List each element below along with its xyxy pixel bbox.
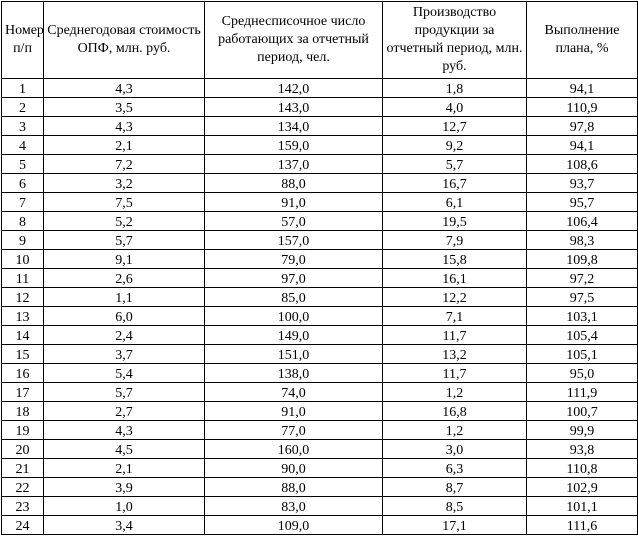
- cell-number: 21: [2, 459, 44, 478]
- header-number: Номер п/п: [2, 2, 44, 79]
- cell-plan-fulfillment: 111,9: [527, 383, 638, 402]
- table-row: [2, 155, 638, 174]
- cell-plan-fulfillment: 101,1: [527, 497, 638, 516]
- cell-production-output: 5,7: [383, 155, 527, 174]
- cell-production-output: 8,7: [383, 478, 527, 497]
- cell-employee-count: 79,0: [205, 250, 383, 269]
- cell-employee-count: 157,0: [205, 231, 383, 250]
- cell-number: 4: [2, 136, 44, 155]
- table-row: [2, 307, 638, 326]
- cell-fixed-assets-cost: 3,4: [44, 516, 205, 535]
- cell-employee-count: 151,0: [205, 345, 383, 364]
- cell-production-output: 1,8: [383, 79, 527, 98]
- cell-employee-count: 90,0: [205, 459, 383, 478]
- cell-number: 16: [2, 364, 44, 383]
- cell-fixed-assets-cost: 2,4: [44, 326, 205, 345]
- cell-production-output: 13,2: [383, 345, 527, 364]
- cell-plan-fulfillment: 95,0: [527, 364, 638, 383]
- cell-number: 1: [2, 79, 44, 98]
- cell-production-output: 1,2: [383, 421, 527, 440]
- cell-production-output: 6,1: [383, 193, 527, 212]
- cell-production-output: 8,5: [383, 497, 527, 516]
- cell-number: 2: [2, 98, 44, 117]
- cell-plan-fulfillment: 110,9: [527, 98, 638, 117]
- cell-fixed-assets-cost: 5,2: [44, 212, 205, 231]
- cell-employee-count: 83,0: [205, 497, 383, 516]
- cell-production-output: 7,9: [383, 231, 527, 250]
- cell-number: 14: [2, 326, 44, 345]
- cell-fixed-assets-cost: 2,1: [44, 136, 205, 155]
- cell-plan-fulfillment: 106,4: [527, 212, 638, 231]
- cell-employee-count: 159,0: [205, 136, 383, 155]
- table-row: [2, 174, 638, 193]
- cell-production-output: 11,7: [383, 364, 527, 383]
- cell-production-output: 6,3: [383, 459, 527, 478]
- cell-employee-count: 138,0: [205, 364, 383, 383]
- cell-plan-fulfillment: 97,2: [527, 269, 638, 288]
- table-row: [2, 364, 638, 383]
- cell-production-output: 15,8: [383, 250, 527, 269]
- cell-number: 5: [2, 155, 44, 174]
- cell-plan-fulfillment: 93,7: [527, 174, 638, 193]
- table-row: [2, 383, 638, 402]
- cell-fixed-assets-cost: 1,1: [44, 288, 205, 307]
- table-row: [2, 421, 638, 440]
- cell-plan-fulfillment: 105,4: [527, 326, 638, 345]
- cell-employee-count: 149,0: [205, 326, 383, 345]
- cell-number: 12: [2, 288, 44, 307]
- cell-employee-count: 57,0: [205, 212, 383, 231]
- cell-plan-fulfillment: 94,1: [527, 79, 638, 98]
- cell-employee-count: 88,0: [205, 478, 383, 497]
- cell-employee-count: 142,0: [205, 79, 383, 98]
- cell-production-output: 19,5: [383, 212, 527, 231]
- cell-plan-fulfillment: 105,1: [527, 345, 638, 364]
- table-row: [2, 326, 638, 345]
- cell-production-output: 1,2: [383, 383, 527, 402]
- cell-employee-count: 74,0: [205, 383, 383, 402]
- cell-number: 10: [2, 250, 44, 269]
- cell-employee-count: 91,0: [205, 402, 383, 421]
- cell-production-output: 4,0: [383, 98, 527, 117]
- cell-fixed-assets-cost: 3,2: [44, 174, 205, 193]
- table-row: [2, 193, 638, 212]
- table-row: [2, 231, 638, 250]
- cell-number: 3: [2, 117, 44, 136]
- cell-production-output: 12,2: [383, 288, 527, 307]
- cell-plan-fulfillment: 109,8: [527, 250, 638, 269]
- header-production-output: Производство продукции за отчетный период, млн. руб.: [383, 2, 527, 79]
- data-table: [1, 1, 638, 535]
- table-row: [2, 459, 638, 478]
- cell-employee-count: 77,0: [205, 421, 383, 440]
- cell-plan-fulfillment: 103,1: [527, 307, 638, 326]
- table-row: [2, 98, 638, 117]
- cell-production-output: 3,0: [383, 440, 527, 459]
- cell-plan-fulfillment: 102,9: [527, 478, 638, 497]
- cell-number: 7: [2, 193, 44, 212]
- cell-number: 22: [2, 478, 44, 497]
- cell-number: 23: [2, 497, 44, 516]
- table-row: [2, 250, 638, 269]
- cell-plan-fulfillment: 97,5: [527, 288, 638, 307]
- cell-plan-fulfillment: 93,8: [527, 440, 638, 459]
- cell-fixed-assets-cost: 5,7: [44, 231, 205, 250]
- table-row: [2, 440, 638, 459]
- cell-plan-fulfillment: 108,6: [527, 155, 638, 174]
- cell-fixed-assets-cost: 5,7: [44, 383, 205, 402]
- cell-employee-count: 109,0: [205, 516, 383, 535]
- cell-fixed-assets-cost: 4,3: [44, 421, 205, 440]
- table-row: [2, 269, 638, 288]
- cell-employee-count: 134,0: [205, 117, 383, 136]
- cell-number: 15: [2, 345, 44, 364]
- cell-production-output: 7,1: [383, 307, 527, 326]
- cell-production-output: 16,8: [383, 402, 527, 421]
- cell-employee-count: 137,0: [205, 155, 383, 174]
- cell-production-output: 11,7: [383, 326, 527, 345]
- header-plan-fulfillment: Выполнение плана, %: [527, 2, 638, 79]
- cell-number: 13: [2, 307, 44, 326]
- cell-fixed-assets-cost: 7,2: [44, 155, 205, 174]
- cell-production-output: 16,7: [383, 174, 527, 193]
- cell-fixed-assets-cost: 7,5: [44, 193, 205, 212]
- cell-production-output: 16,1: [383, 269, 527, 288]
- cell-fixed-assets-cost: 2,7: [44, 402, 205, 421]
- table-row: [2, 345, 638, 364]
- cell-fixed-assets-cost: 4,5: [44, 440, 205, 459]
- cell-fixed-assets-cost: 2,6: [44, 269, 205, 288]
- cell-production-output: 12,7: [383, 117, 527, 136]
- cell-fixed-assets-cost: 9,1: [44, 250, 205, 269]
- cell-employee-count: 143,0: [205, 98, 383, 117]
- cell-number: 20: [2, 440, 44, 459]
- cell-plan-fulfillment: 98,3: [527, 231, 638, 250]
- table-row: [2, 212, 638, 231]
- cell-fixed-assets-cost: 3,9: [44, 478, 205, 497]
- cell-fixed-assets-cost: 3,7: [44, 345, 205, 364]
- cell-production-output: 9,2: [383, 136, 527, 155]
- cell-number: 19: [2, 421, 44, 440]
- table-row: [2, 402, 638, 421]
- cell-number: 18: [2, 402, 44, 421]
- cell-number: 11: [2, 269, 44, 288]
- cell-employee-count: 88,0: [205, 174, 383, 193]
- cell-fixed-assets-cost: 3,5: [44, 98, 205, 117]
- table-body: [2, 79, 638, 535]
- table-row: [2, 497, 638, 516]
- cell-plan-fulfillment: 110,8: [527, 459, 638, 478]
- cell-number: 24: [2, 516, 44, 535]
- cell-employee-count: 85,0: [205, 288, 383, 307]
- cell-production-output: 17,1: [383, 516, 527, 535]
- cell-plan-fulfillment: 99,9: [527, 421, 638, 440]
- table-row: [2, 516, 638, 535]
- cell-fixed-assets-cost: 1,0: [44, 497, 205, 516]
- cell-number: 9: [2, 231, 44, 250]
- table-row: [2, 79, 638, 98]
- cell-employee-count: 91,0: [205, 193, 383, 212]
- cell-employee-count: 100,0: [205, 307, 383, 326]
- cell-fixed-assets-cost: 2,1: [44, 459, 205, 478]
- table-row: [2, 117, 638, 136]
- cell-plan-fulfillment: 100,7: [527, 402, 638, 421]
- header-fixed-assets-cost: Среднегодовая стоимость ОПФ, млн. руб.: [44, 2, 205, 79]
- cell-fixed-assets-cost: 4,3: [44, 79, 205, 98]
- cell-number: 6: [2, 174, 44, 193]
- cell-number: 8: [2, 212, 44, 231]
- cell-plan-fulfillment: 111,6: [527, 516, 638, 535]
- cell-fixed-assets-cost: 5,4: [44, 364, 205, 383]
- cell-employee-count: 97,0: [205, 269, 383, 288]
- table-row: [2, 288, 638, 307]
- table-row: [2, 136, 638, 155]
- header-employee-count: Среднесписочное число работающих за отчетный период, чел.: [205, 2, 383, 79]
- cell-fixed-assets-cost: 4,3: [44, 117, 205, 136]
- cell-plan-fulfillment: 94,1: [527, 136, 638, 155]
- header-row: [2, 2, 638, 79]
- cell-fixed-assets-cost: 6,0: [44, 307, 205, 326]
- table-row: [2, 478, 638, 497]
- cell-number: 17: [2, 383, 44, 402]
- cell-plan-fulfillment: 97,8: [527, 117, 638, 136]
- cell-employee-count: 160,0: [205, 440, 383, 459]
- cell-plan-fulfillment: 95,7: [527, 193, 638, 212]
